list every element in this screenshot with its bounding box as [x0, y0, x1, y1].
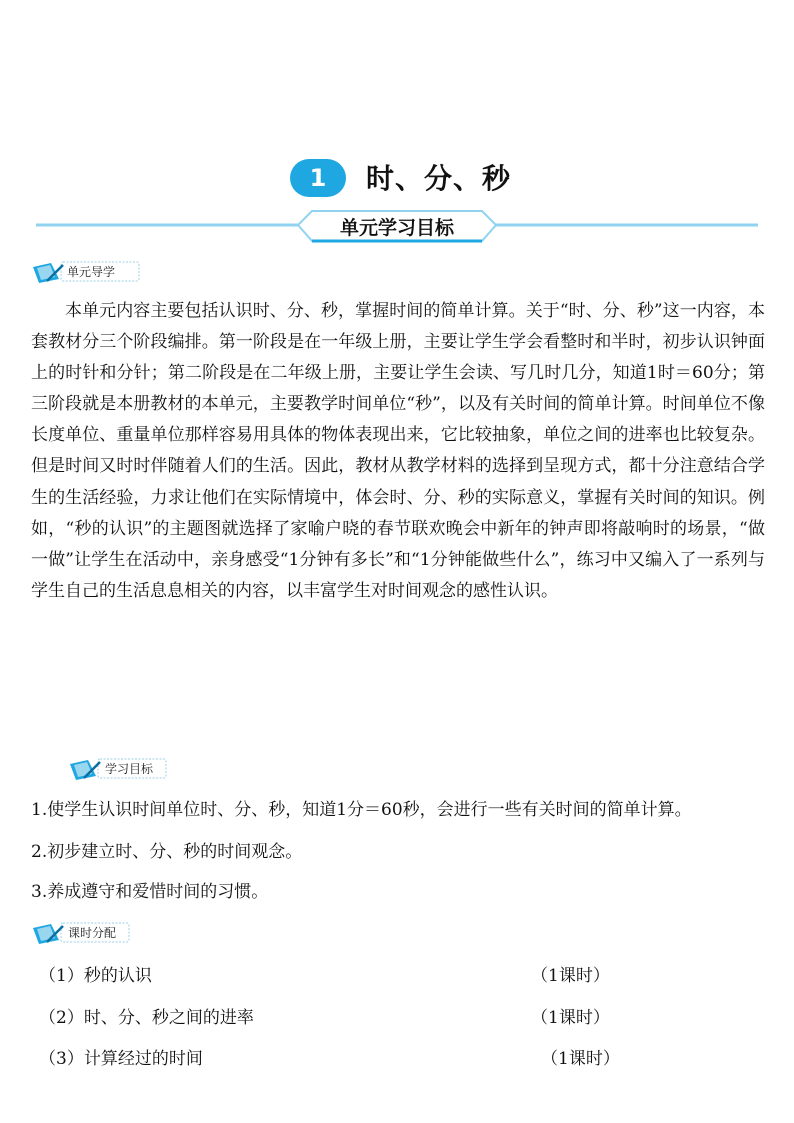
lesson-duration: （1课时） — [531, 966, 610, 986]
goal-item: 3.养成遵守和爱惜时间的习惯。 — [31, 882, 269, 902]
objectives-banner — [36, 208, 758, 244]
unit-title: 时、分、秒 — [366, 162, 512, 195]
section-label-guide: 单元导学 — [67, 265, 116, 279]
section-label-schedule: 课时分配 — [68, 926, 117, 940]
banner-title: 单元学习目标 — [339, 217, 454, 239]
section-tag-goals — [68, 756, 168, 782]
unit-number-badge: 1 — [290, 159, 346, 197]
section-label-goals: 学习目标 — [105, 762, 154, 776]
goal-item: 2.初步建立时、分、秒的时间观念。 — [31, 842, 303, 862]
section-tag-schedule — [31, 920, 131, 946]
unit-header — [0, 155, 794, 205]
goal-item: 1.使学生认识时间单位时、分、秒，知道1分＝60秒，会进行一些有关时间的简单计算。 — [31, 800, 692, 820]
lesson-duration: （1课时） — [541, 1049, 620, 1069]
lesson-duration: （1课时） — [531, 1008, 610, 1028]
section-tag-guide — [31, 259, 141, 285]
lesson-name: （3）计算经过的时间 — [39, 1049, 203, 1069]
intro-paragraph: 本单元内容主要包括认识时、分、秒，掌握时间的简单计算。关于“时、分、秒”这一内容，本套教材分三个阶段编排。第一阶段是在一年级上册，主要让学生学会看整时和半时，初步认识钟面上的时针和分针；第二阶段是在二年级上册，主要让学生会读、写几时几分，知道1时＝60分；第三阶段就是本册教材的本单元，主要教学时间单位“秒”，以及有关时间的简单计算。时间单位不像长度单位、重量单位那样容易用具体的物体表现出来，它比较抽象，单位之间的进率也比较复杂。但是时间又时时伴随着人们的生活。因此，教材从教学材料的选择到呈现方式，都十分注意结合学生的生活经验，力求让他们在实际情境中，体会时、分、秒的实际意义，掌握有关时间的知识。例如，“秒的认识”的主题图就选择了家喻户晓的春节联欢晚会中新年的钟声即将敲响时的场景，“做一做”让学生在活动中，亲身感受“1分钟有多长”和“1分钟能做些什么”，练习中又编入了一系列与学生自己的生活息息相关的内容，以丰富学生对时间观念的感性认识。 — [31, 301, 765, 601]
lesson-name: （2）时、分、秒之间的进率 — [39, 1008, 254, 1028]
lesson-name: （1）秒的认识 — [39, 966, 152, 986]
